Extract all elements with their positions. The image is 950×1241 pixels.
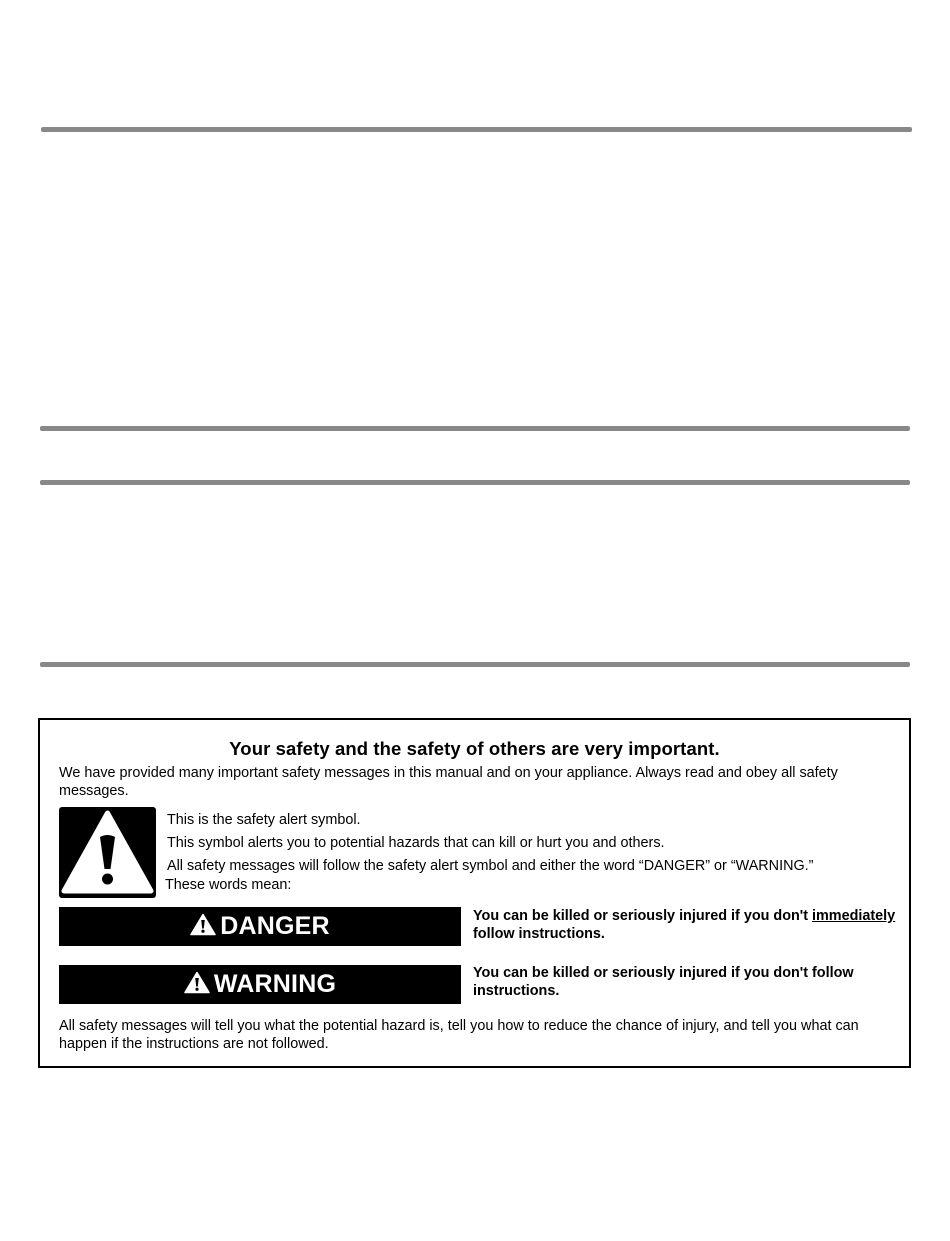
symbol-text-line: All safety messages will follow the safety alert symbol and either the word “DANGER” or “WARNING.”	[167, 858, 814, 874]
warning-label: WARNING	[213, 970, 337, 998]
warning-triangle-icon	[184, 971, 210, 999]
warning-triangle-icon	[190, 913, 216, 941]
safety-footer: All safety messages will tell you what the potential hazard is, tell you how to reduce the chance of injury, and tell you what can happen if the instructions are not followed.	[59, 1018, 859, 1052]
danger-desc-suffix: follow instructions.	[473, 926, 605, 942]
divider-rule	[40, 662, 910, 667]
safety-notice-box	[38, 718, 911, 1068]
symbol-text-line: This is the safety alert symbol.	[167, 812, 361, 828]
divider-rule	[41, 127, 912, 132]
symbol-text-line: This symbol alerts you to potential hazards that can kill or hurt you and others.	[167, 835, 665, 851]
danger-description	[473, 907, 903, 943]
symbol-text-line: These words mean:	[165, 877, 292, 893]
warning-description: You can be killed or seriously injured if you don't follow instructions.	[473, 965, 854, 999]
danger-desc-prefix: You can be killed or seriously injured if you don't	[473, 908, 812, 924]
safety-alert-icon	[59, 807, 156, 898]
danger-banner	[59, 907, 461, 946]
danger-desc-emphasis: immediately	[812, 908, 896, 924]
danger-label: DANGER	[220, 912, 330, 940]
divider-rule	[40, 426, 910, 431]
warning-banner	[59, 965, 461, 1004]
safety-intro: We have provided many important safety messages in this manual and on your appliance. Always read and obey all safety messages.	[59, 765, 838, 799]
safety-title: Your safety and the safety of others are very important.	[229, 738, 720, 759]
divider-rule	[40, 480, 910, 485]
